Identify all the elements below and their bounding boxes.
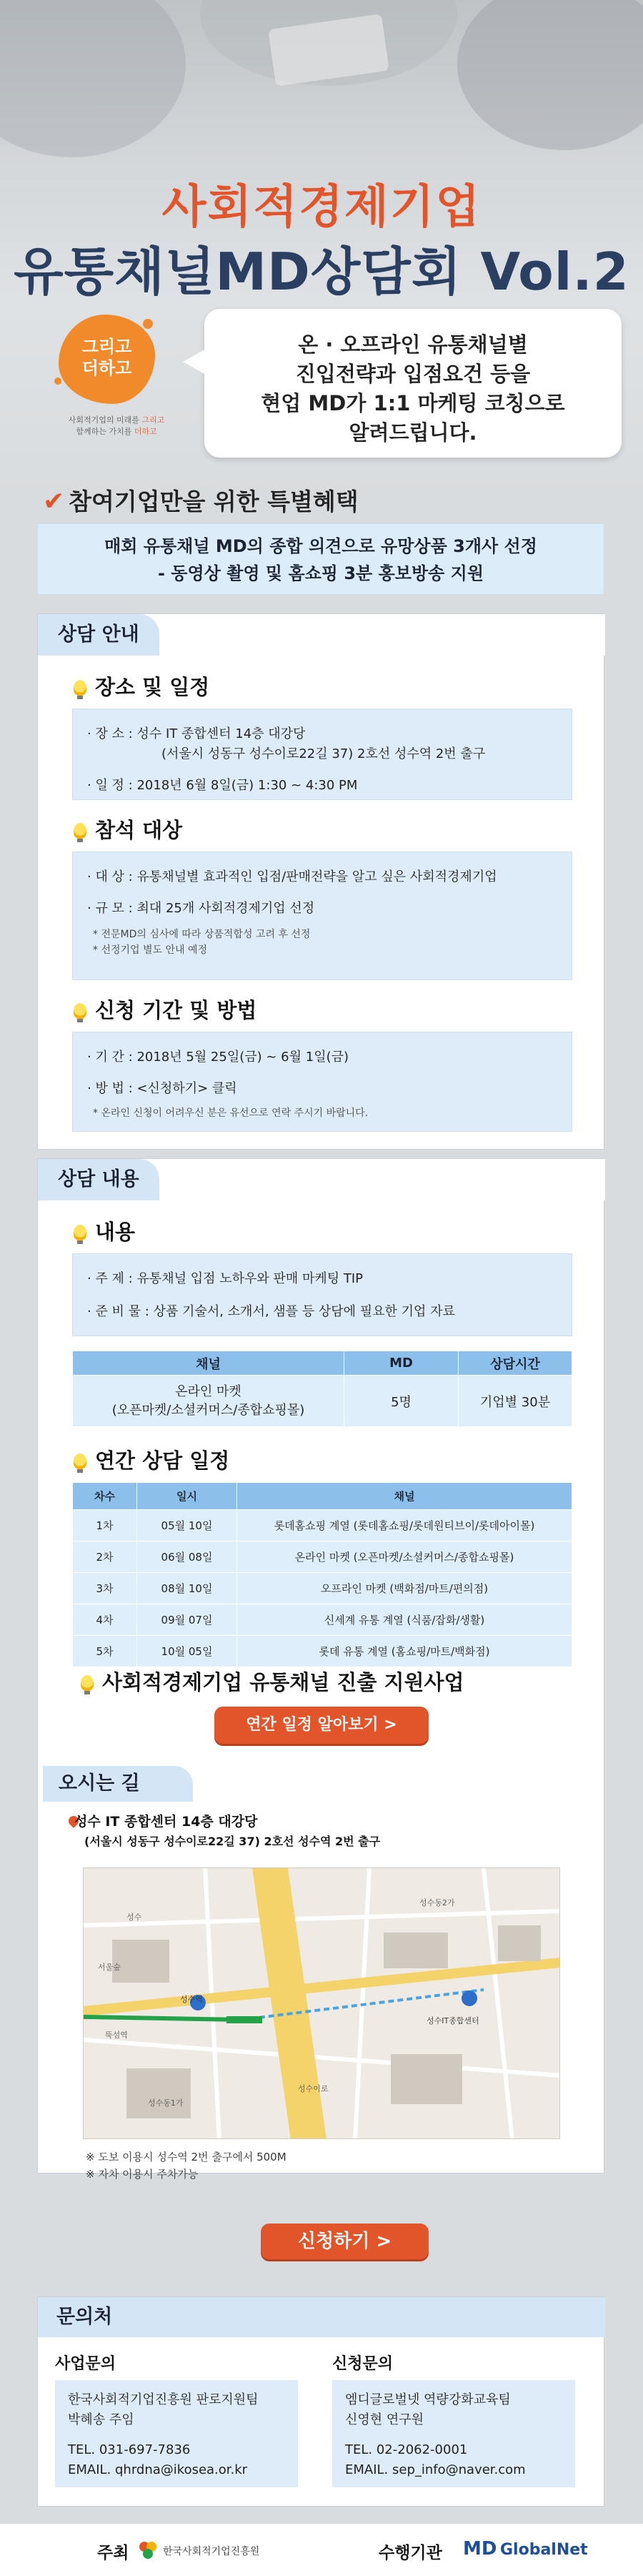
place-label: · 장 소 : — [87, 726, 137, 741]
card-tab — [38, 614, 605, 656]
lightbulb-icon — [81, 1675, 94, 1691]
prep-label: · 준 비 물 : — [87, 1304, 154, 1319]
apply-note: * 온라인 신청이 어려우신 분은 유선으로 연락 주시기 바랍니다. — [93, 1107, 369, 1119]
channel-table — [72, 1351, 572, 1427]
contact-title: 문의처 — [38, 2297, 605, 2337]
table-cell: 4차 — [73, 1604, 137, 1636]
date-label: · 일 정 : — [87, 778, 137, 793]
content-info-box — [72, 1253, 572, 1336]
card-tab-label: 상담 내용 — [38, 1159, 159, 1200]
table-row — [73, 1541, 572, 1573]
table-header: MD — [344, 1351, 459, 1376]
period-label: · 기 간 : — [87, 1050, 137, 1065]
target-value: 유통채널별 효과적인 입점/판매전략을 알고 싶은 사회적경제기업 — [136, 869, 497, 884]
logo-dot-icon — [143, 319, 153, 329]
table-header-row — [73, 1483, 572, 1510]
target-note: * 전문MD의 심사에 따라 상품적합성 고려 후 선정 — [93, 929, 311, 940]
schedule-title-text: 연간 상담 일정 — [95, 1449, 230, 1473]
channel-detail: (오픈마켓/소셜커머스/종합쇼핑몰) — [111, 1402, 305, 1418]
location-note: ※ 자차 이용시 주차가능 — [86, 2168, 199, 2181]
benefit-line: - 동영상 촬영 및 홈쇼핑 3분 홍보방송 지원 — [157, 563, 484, 583]
table-cell: 온라인 마켓 (오픈마켓/소셜커머스/종합쇼핑몰) — [237, 1541, 572, 1573]
table-cell: 1차 — [73, 1510, 137, 1541]
table-row — [73, 1510, 572, 1541]
benefit-heading — [43, 483, 359, 517]
period-value: 2018년 5월 25일(금) ~ 6월 1일(금) — [136, 1050, 349, 1065]
location-address — [74, 1812, 380, 1852]
table-cell: 2차 — [73, 1541, 137, 1573]
operator-label: 수행기관 — [379, 2544, 442, 2562]
map-label: 서울숲 — [98, 1963, 121, 1972]
operator-name: GlobalNet — [500, 2541, 588, 2559]
hero-photo-shape — [457, 0, 643, 150]
map-label: 성수IT종합센터 — [427, 2016, 479, 2025]
table-cell: 롯데 유통 계열 (홈쇼핑/마트/백화점) — [237, 1636, 572, 1667]
schedule-table — [72, 1482, 572, 1667]
lightbulb-icon — [74, 680, 86, 696]
contact-email[interactable]: EMAIL. qhrdna@ikosea.or.kr — [68, 2462, 248, 2477]
channel-name: 온라인 마켓 — [175, 1383, 241, 1399]
business-contact-title: 사업문의 — [55, 2355, 116, 2373]
speech-bubble — [204, 309, 622, 458]
logo-caption-highlight: 더하고 — [134, 427, 157, 436]
address-line: 성수 IT 종합센터 14층 대강당 — [74, 1814, 258, 1830]
lightbulb-icon — [74, 823, 86, 839]
bubble-line: 온 · 오프라인 유통채널별 — [298, 332, 528, 357]
apply-button[interactable]: 신청하기 > — [261, 2224, 429, 2259]
lightbulb-icon — [74, 1003, 86, 1019]
table-cell: 오프라인 마켓 (백화점/마트/편의점) — [237, 1573, 572, 1604]
location-note: ※ 도보 이용시 성수역 2번 출구에서 500M — [86, 2151, 286, 2163]
table-cell: 10월 05일 — [137, 1636, 237, 1667]
table-cell: 신세계 유통 계열 (식품/잡화/생활) — [237, 1604, 572, 1636]
place-value: 성수 IT 종합센터 14층 대강당 — [136, 726, 306, 741]
contact-person: 박혜송 주임 — [68, 2412, 134, 2427]
benefit-title: 참여기업만을 위한 특별혜택 — [69, 488, 359, 515]
logo-text-1: 그리고 — [81, 337, 132, 357]
lightbulb-icon — [74, 1454, 86, 1469]
content-title-text: 내용 — [95, 1220, 136, 1244]
table-row — [73, 1604, 572, 1636]
benefit-box — [37, 523, 604, 595]
table-header: 일시 — [137, 1483, 237, 1510]
target-section-title — [74, 814, 182, 844]
table-cell: 롯데홈쇼핑 계열 (롯데홈쇼핑/롯데원티브이/롯데아이몰) — [237, 1510, 572, 1541]
table-header: 채널 — [237, 1483, 572, 1510]
checkmark-icon: ✔ — [43, 487, 65, 516]
hero-photo-shape — [0, 0, 186, 157]
table-cell: 05월 10일 — [137, 1510, 237, 1541]
table-row — [73, 1376, 572, 1427]
host-name: 한국사회적기업진흥원 — [163, 2546, 260, 2557]
map-label: 성수동2가 — [419, 1898, 455, 1908]
consult-info-card — [37, 613, 604, 1150]
method-value: <신청하기> 클릭 — [136, 1081, 237, 1096]
table-cell: 5차 — [73, 1636, 137, 1667]
address-line: (서울시 성동구 성수이로22길 37) 2호선 성수역 2번 출구 — [84, 1835, 381, 1848]
target-label: · 대 상 : — [87, 869, 137, 884]
table-cell — [73, 1376, 344, 1427]
table-header-row — [73, 1351, 572, 1376]
scale-label: · 규 모 : — [87, 901, 137, 916]
table-row — [73, 1573, 572, 1604]
benefit-line: 매회 유통채널 MD의 종합 의견으로 유망상품 3개사 선정 — [104, 536, 537, 556]
business-contact-box — [55, 2380, 298, 2487]
schedule-section-title — [74, 1445, 229, 1474]
table-cell: 기업별 30분 — [459, 1376, 572, 1427]
table-cell: 06월 08일 — [137, 1541, 237, 1573]
location-map[interactable] — [83, 1867, 560, 2139]
contact-email[interactable]: EMAIL. sep_info@naver.com — [345, 2462, 526, 2477]
logo-dot-icon — [54, 377, 61, 385]
logo-text-2: 더하고 — [81, 358, 132, 378]
card-tab-label: 상담 안내 — [38, 614, 159, 656]
table-header: 상담시간 — [459, 1351, 572, 1376]
card-tab — [38, 1159, 605, 1200]
operator-logo-mark: MD — [463, 2538, 497, 2560]
apply-section-title — [74, 995, 256, 1024]
apply-info-box — [72, 1032, 572, 1132]
map-label: 성수동1가 — [148, 2098, 184, 2108]
support-title-text: 사회적경제기업 유통채널 진출 지원사업 — [102, 1670, 464, 1694]
event-title-line2: 유통채널MD상담회 Vol.2 — [14, 242, 629, 302]
contact-person: 신영현 연구원 — [345, 2412, 424, 2427]
table-cell: 09월 07일 — [137, 1604, 237, 1636]
contact-org: 엠디글로벌넷 역량강화교육팀 — [345, 2392, 511, 2407]
table-header: 채널 — [73, 1351, 344, 1376]
footer — [0, 2524, 643, 2576]
place-info-box — [72, 709, 572, 800]
table-cell: 3차 — [73, 1573, 137, 1604]
hero-banner — [0, 0, 643, 500]
table-row — [73, 1636, 572, 1667]
bubble-line: 현업 MD가 1:1 마케팅 코칭으로 — [261, 391, 565, 415]
logo-caption-text: 사회적기업의 미래를 — [68, 415, 139, 425]
location-tab: 오시는 길 — [43, 1766, 193, 1802]
support-section-title — [81, 1667, 464, 1696]
bubble-line: 알려드립니다. — [349, 420, 477, 445]
date-value: 2018년 6월 8일(금) 1:30 ~ 4:30 PM — [136, 778, 358, 793]
method-label: · 방 법 : — [87, 1081, 137, 1096]
topic-value: 유통채널 입점 노하우와 판매 마케팅 TIP — [136, 1271, 364, 1286]
lightbulb-icon — [74, 1225, 86, 1240]
map-label: 성수이로 — [298, 2084, 329, 2093]
map-label: 뚝섬역 — [105, 2030, 128, 2040]
target-info-box — [72, 852, 572, 980]
map-label: 성수역 — [180, 1995, 203, 2004]
host-logo-icon — [137, 2540, 159, 2561]
table-header: 차수 — [73, 1483, 137, 1510]
logo-caption-text: 함께하는 가치를 — [76, 427, 132, 436]
scale-value: 최대 25개 사회적경제기업 선정 — [136, 901, 315, 916]
contact-card — [37, 2296, 604, 2507]
brand-logo — [59, 315, 155, 404]
target-note: * 선정기업 별도 안내 예정 — [93, 944, 208, 956]
contact-tel[interactable]: TEL. 02-2062-0001 — [345, 2442, 468, 2457]
apply-title-text: 신청 기간 및 방법 — [95, 998, 257, 1022]
content-section-title — [74, 1216, 135, 1245]
place-section-title — [74, 671, 209, 701]
logo-caption-highlight: 그리고 — [141, 415, 165, 425]
map-label: 성수 — [126, 1913, 142, 1922]
topic-label: · 주 제 : — [87, 1271, 137, 1286]
apply-contact-box — [332, 2380, 575, 2487]
host-label: 주최 — [97, 2544, 129, 2562]
event-title-line1: 사회적경제기업 — [161, 181, 482, 234]
table-cell: 08월 10일 — [137, 1573, 237, 1604]
prep-value: 상품 기술서, 소개서, 샘플 등 상담에 필요한 기업 자료 — [153, 1304, 455, 1319]
logo-caption — [56, 415, 177, 438]
contact-tel[interactable]: TEL. 031-697-7836 — [68, 2442, 191, 2457]
bubble-line: 진입전략과 입점요건 등을 — [295, 362, 531, 386]
apply-contact-title: 신청문의 — [332, 2355, 394, 2373]
contact-org: 한국사회적기업진흥원 판로지원팀 — [68, 2392, 259, 2407]
table-cell: 5명 — [344, 1376, 459, 1427]
place-sub: (서울시 성동구 성수이로22길 37) 2호선 성수역 2번 출구 — [161, 746, 486, 761]
target-title-text: 참석 대상 — [95, 818, 183, 842]
place-title-text: 장소 및 일정 — [95, 675, 210, 699]
annual-schedule-button[interactable]: 연간 일정 알아보기 > — [214, 1707, 429, 1744]
